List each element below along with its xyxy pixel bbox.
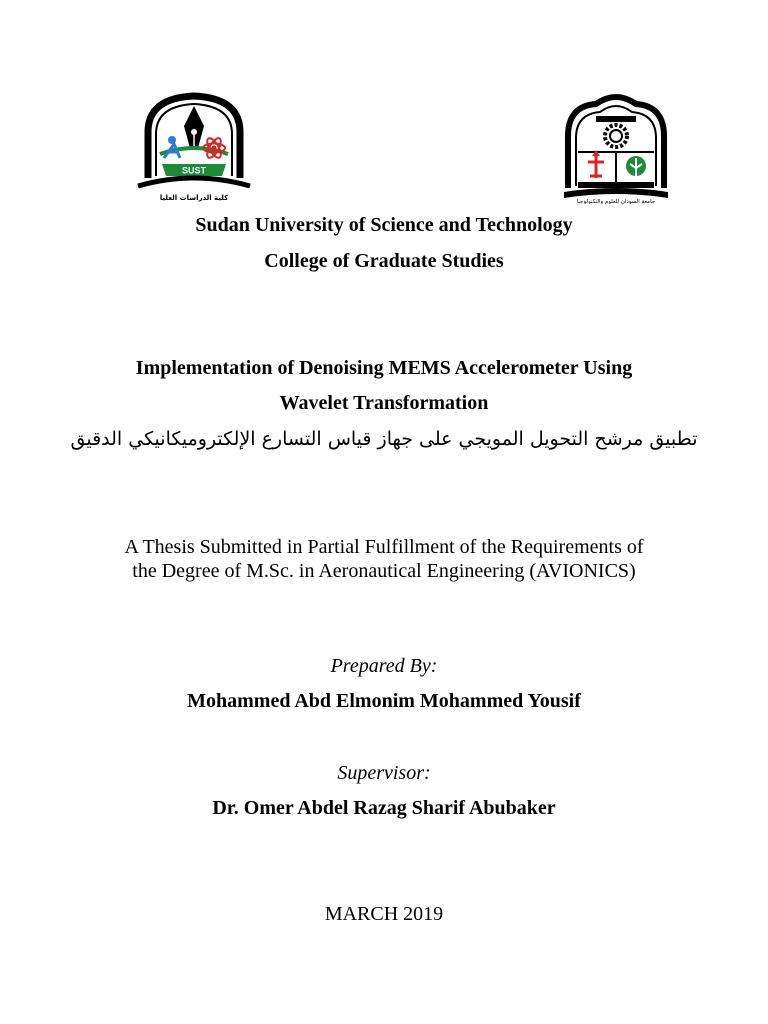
university-name: Sudan University of Science and Technology bbox=[195, 214, 573, 236]
submission-date: MARCH 2019 bbox=[324, 903, 444, 925]
thesis-statement-line-2: the Degree of M.Sc. in Aeronautical Engineering (AVIONICS) bbox=[132, 560, 636, 582]
thesis-statement-line-1: A Thesis Submitted in Partial Fulfillment of the Requirements of bbox=[124, 536, 644, 558]
prepared-by-label: Prepared By: bbox=[330, 655, 438, 677]
thesis-title-arabic: تطبيق مرشح التحويل المويجي على جهاز قياس التسارع الإلكتروميكانيكي الدقيق bbox=[70, 428, 698, 450]
sust-university-logo bbox=[560, 92, 672, 204]
logo-left-badge: SUST bbox=[181, 165, 207, 176]
college-name: College of Graduate Studies bbox=[264, 250, 504, 272]
thesis-title-line-2: Wavelet Transformation bbox=[279, 392, 489, 414]
supervisor-name: Dr. Omer Abdel Razag Sharif Abubaker bbox=[212, 797, 556, 819]
logo-left-caption: كلية الدراسات العليا bbox=[159, 194, 229, 202]
logo-right-caption: جامعة السودان للعلوم والتكنولوجيا bbox=[576, 199, 656, 204]
thesis-title-line-1: Implementation of Denoising MEMS Accelerometer Using bbox=[135, 357, 633, 379]
graduate-studies-logo bbox=[134, 92, 254, 204]
supervisor-label: Supervisor: bbox=[337, 762, 431, 784]
author-name: Mohammed Abd Elmonim Mohammed Yousif bbox=[187, 690, 581, 712]
